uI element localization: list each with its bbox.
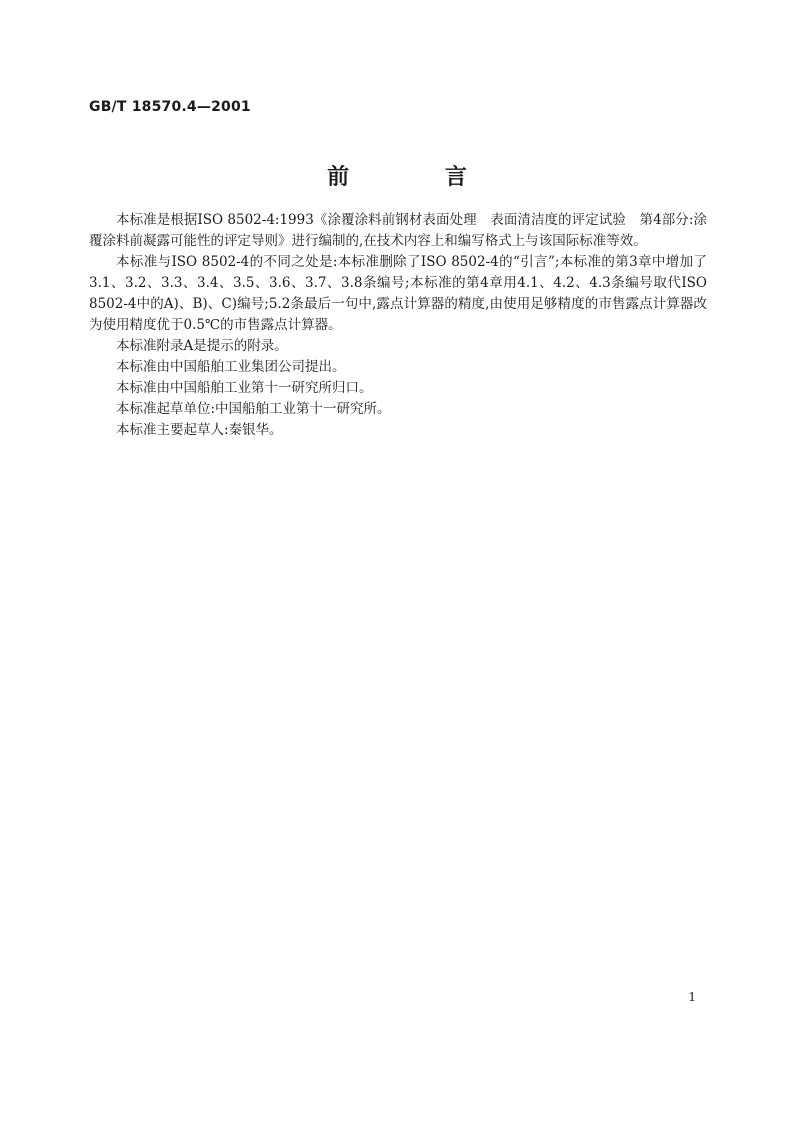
paragraph-differences: 本标准与ISO 8502-4的不同之处是:本标准删除了ISO 8502-4的“引言”;本标准的第3章中增加了3.1、3.2、3.3、3.4、3.5、3.6、3.7、3.8条编号;本标准的第4章用4.1、4.2、4.3条编号取代ISO 8502-4中的A)、B)、C)编号;5.2条最后一句中,露点计算器的精度,由使用足够精度的市售露点计算器改为使用精度优于0.5℃的市售露点计算器。 [89,254,707,333]
foreword-body [89,210,707,441]
standard-code: GB/T 18570.4—2001 [89,99,251,115]
page-title: 前 言 [327,165,511,190]
paragraph-appendix: 本标准附录A是提示的附录。 [116,338,288,354]
paragraph-drafting-unit: 本标准起草单位:中国船舶工业第十一研究所。 [116,401,391,417]
paragraph-proposer: 本标准由中国船舶工业集团公司提出。 [116,359,346,375]
page-number: 1 [688,990,696,1004]
paragraph-basis: 本标准是根据ISO 8502-4:1993《涂覆涂料前钢材表面处理 表面清洁度的评定试验 第4部分:涂覆涂料前凝露可能性的评定导则》进行编制的,在技术内容上和编写格式上与该国际标准等效。 [89,212,707,249]
paragraph-centralized-management: 本标准由中国船舶工业第十一研究所归口。 [116,380,373,396]
paragraph-main-drafter: 本标准主要起草人:秦银华。 [116,422,283,438]
